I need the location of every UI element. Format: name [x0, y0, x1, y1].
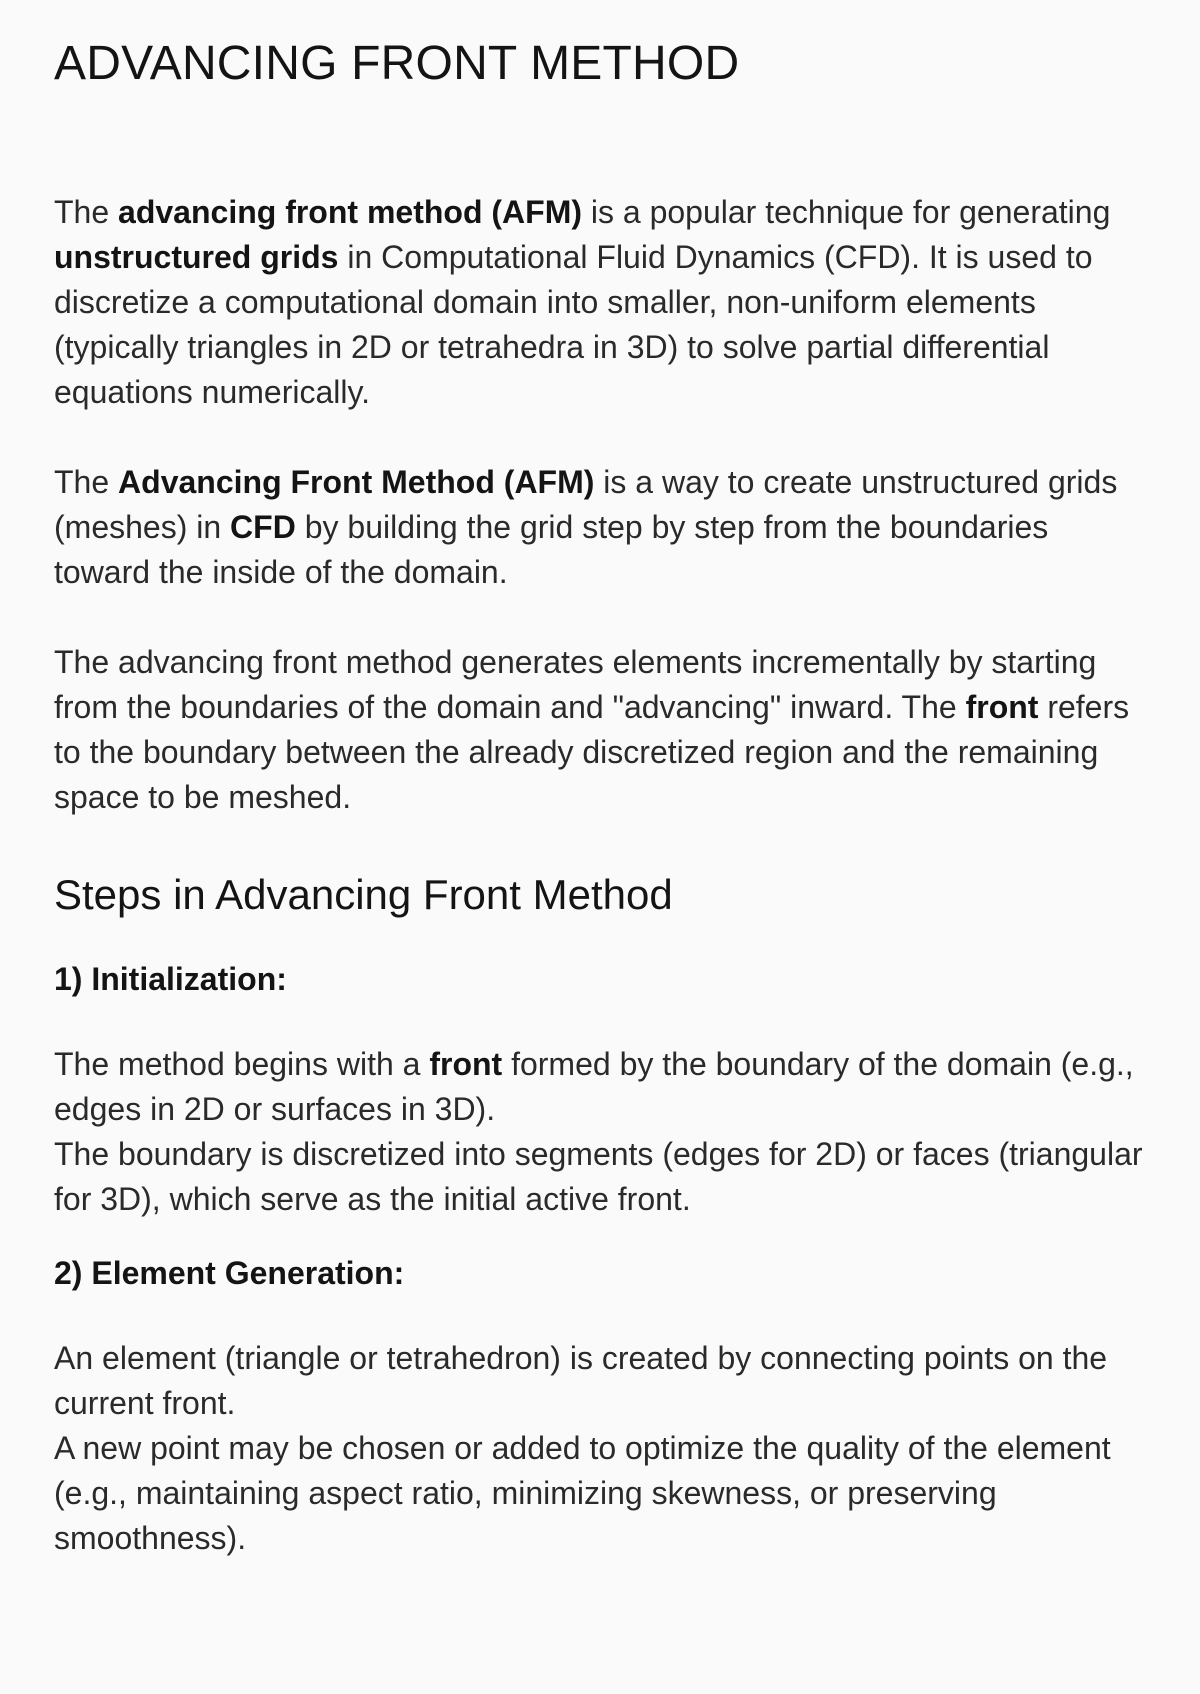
- bold-term-front: front: [429, 1046, 503, 1082]
- step-heading-element-generation: 2) Element Generation:: [54, 1255, 405, 1291]
- text-run: is a popular technique for generating: [582, 194, 1111, 230]
- text-run: in Computational Fluid Dynamics (CFD). It is used to discretize a computational domain into smaller, non-uniform elements (typically triangles in 2D or tetrahedra in 3D) to solve partial differential equations numerically.: [54, 239, 1093, 410]
- bold-term-unstructured-grids: unstructured grids: [54, 239, 339, 275]
- text-run: The advancing front method generates elements incrementally by starting from the boundaries of the domain and "advancing" inward. The: [54, 644, 1097, 725]
- text-run: is a way to create unstructured grids (meshes) in: [54, 464, 1118, 545]
- step-1-line-1: [54, 1042, 1146, 1132]
- text-run: The: [54, 464, 119, 500]
- bold-term-front: front: [965, 689, 1039, 725]
- step-2-line-2: A new point may be chosen or added to optimize the quality of the element (e.g., maintaining aspect ratio, minimizing skewness, or preserving smoothness).: [54, 1430, 1111, 1556]
- step-1-line-2: The boundary is discretized into segments (edges for 2D) or faces (triangular for 3D), which serve as the initial active front.: [54, 1136, 1143, 1217]
- intro-paragraph-2: [54, 460, 1146, 595]
- text-run: The method begins with a: [54, 1046, 430, 1082]
- text-run: formed by the boundary of the domain (e.g., edges in 2D or surfaces in 3D).: [54, 1046, 1134, 1127]
- bold-term-afm-full: Advancing Front Method (AFM): [118, 464, 595, 500]
- text-run: by building the grid step by step from the boundaries toward the inside of the domain.: [54, 509, 1049, 590]
- intro-paragraph-3: [54, 640, 1146, 820]
- bold-term-cfd: CFD: [230, 509, 296, 545]
- text-run: refers to the boundary between the already discretized region and the remaining space to be meshed.: [54, 689, 1130, 815]
- step-2-line-1: An element (triangle or tetrahedron) is created by connecting points on the current front.: [54, 1340, 1108, 1421]
- text-run: The: [54, 194, 119, 230]
- section-heading-steps: Steps in Advancing Front Method: [54, 871, 673, 918]
- intro-paragraph-1: [54, 190, 1146, 415]
- bold-term-afm: advancing front method (AFM): [118, 194, 582, 230]
- page-title: ADVANCING FRONT METHOD: [54, 37, 740, 90]
- step-heading-initialization: 1) Initialization:: [54, 961, 287, 997]
